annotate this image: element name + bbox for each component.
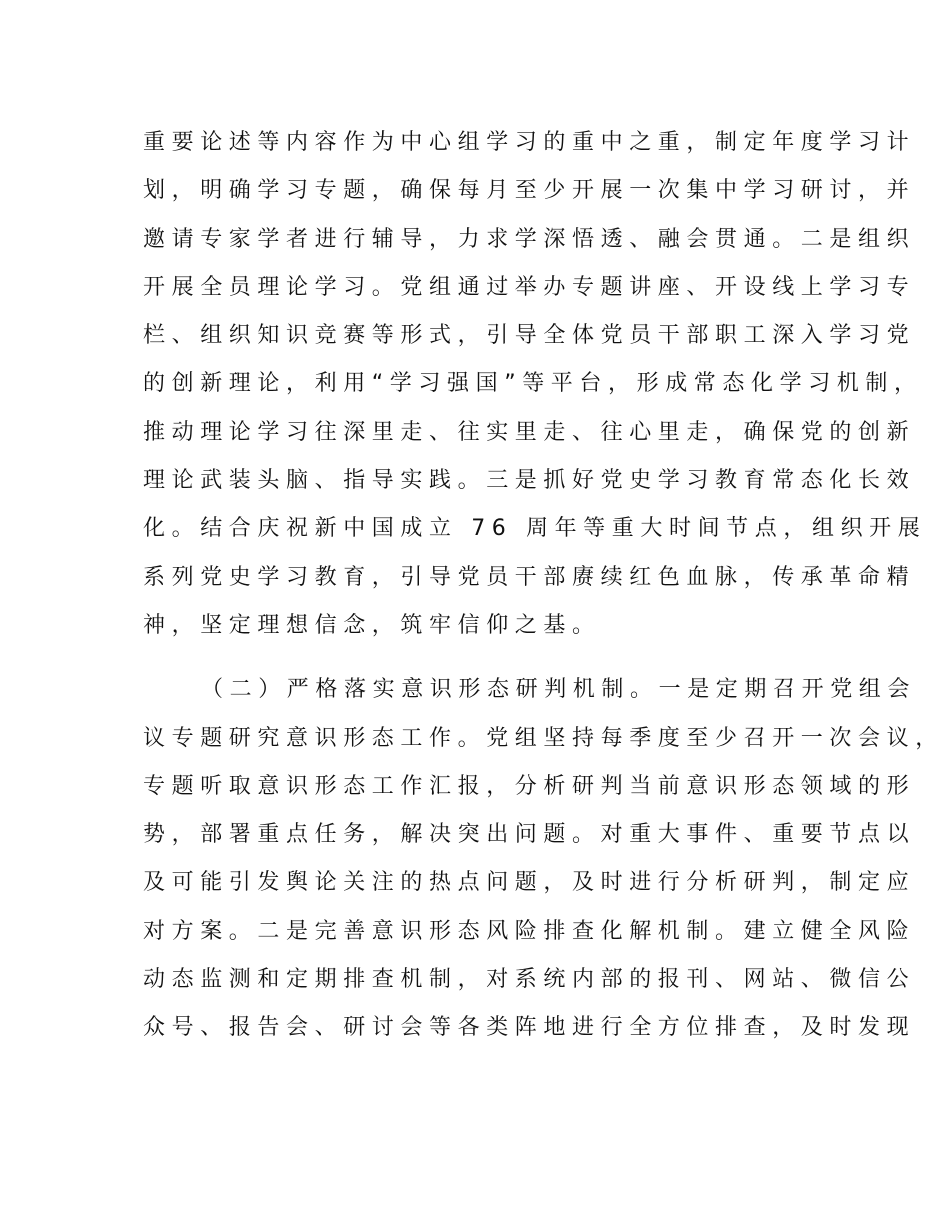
- text-line: 势，部署重点任务，解决突出问题。对重大事件、重要节点以: [143, 822, 916, 848]
- document-body: [143, 126, 944, 1060]
- text-line: 理论武装头脑、指导实践。三是抓好党史学习教育常态化长效: [143, 468, 916, 494]
- text-line: 划，明确学习专题，确保每月至少开展一次集中学习研讨，并: [143, 178, 916, 204]
- text-line: 化。结合庆祝新中国成立 76 周年等重大时间节点，组织开展: [143, 516, 927, 542]
- text-line: 推动理论学习往深里走、往实里走、往心里走，确保党的创新: [143, 419, 916, 445]
- text-line: 众号、报告会、研讨会等各类阵地进行全方位排查，及时发现: [143, 1015, 916, 1041]
- text-line: 议专题研究意识形态工作。党组坚持每季度至少召开一次会议，: [143, 725, 944, 751]
- text-line: 动态监测和定期排查机制，对系统内部的报刊、网站、微信公: [143, 967, 916, 993]
- text-line: 邀请专家学者进行辅导，力求学深悟透、融会贯通。二是组织: [143, 226, 916, 252]
- text-line: 神，坚定理想信念，筑牢信仰之基。: [143, 612, 601, 638]
- text-line: 重要论述等内容作为中心组学习的重中之重，制定年度学习计: [143, 130, 916, 155]
- text-line: 栏、组织知识竞赛等形式，引导全体党员干部职工深入学习党: [143, 323, 916, 349]
- text-line: 系列党史学习教育，引导党员干部赓续红色血脉，传承革命精: [143, 564, 916, 590]
- continuation-paragraph: [143, 126, 927, 657]
- text-line: 的创新理论，利用“学习强国”等平台，形成常态化学习机制，: [143, 371, 923, 397]
- text-line: 及可能引发舆论关注的热点问题，及时进行分析研判，制定应: [143, 870, 916, 896]
- section-two-paragraph: [143, 673, 944, 1059]
- section-heading-line: （二）严格落实意识形态研判机制。一是定期召开党组会: [201, 677, 917, 703]
- text-line: 对方案。二是完善意识形态风险排查化解机制。建立健全风险: [143, 918, 916, 944]
- text-line: 开展全员理论学习。党组通过举办专题讲座、开设线上学习专: [143, 274, 916, 300]
- text-line: 专题听取意识形态工作汇报，分析研判当前意识形态领域的形: [143, 773, 916, 799]
